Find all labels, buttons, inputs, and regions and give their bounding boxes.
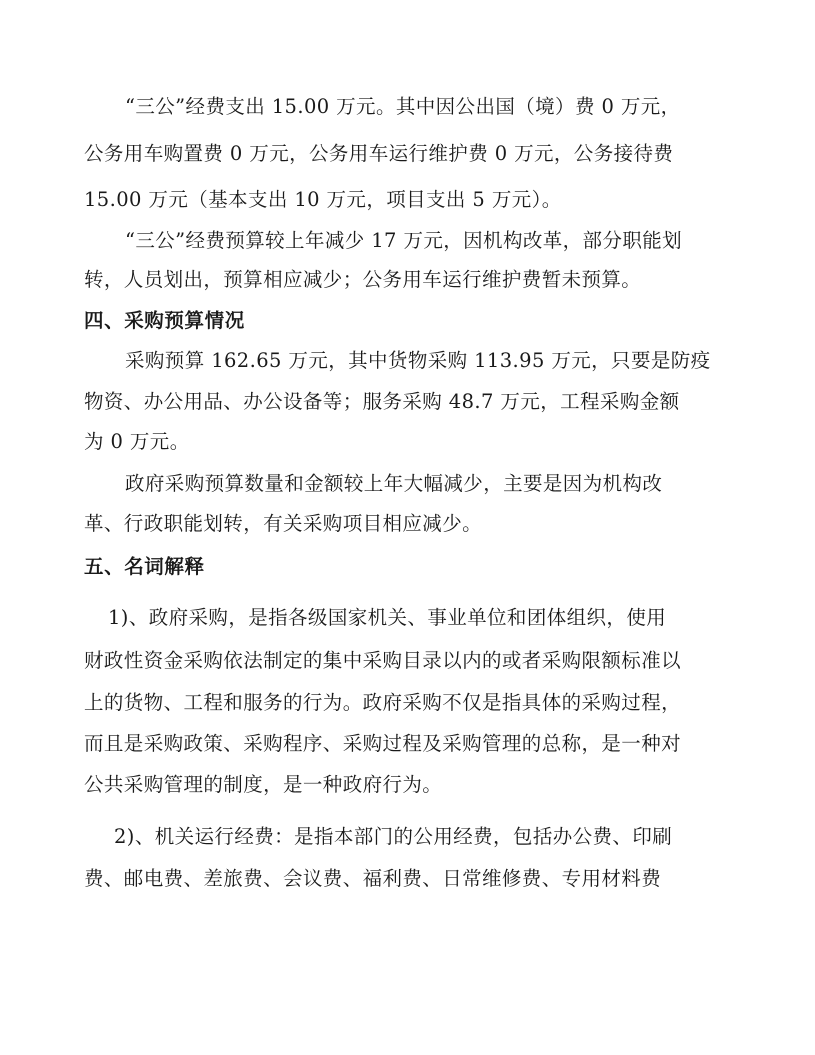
definition-2-line1: 2)、机关运行经费：是指本部门的公用经费，包括办公费、印刷	[114, 825, 673, 848]
definition-1-line3: 上的货物、工程和服务的行为。政府采购不仅是指具体的采购过程，	[84, 691, 682, 714]
sangong-para1-line2: 公务用车购置费 0 万元，公务用车运行维护费 0 万元，公务接待费	[84, 142, 674, 165]
sangong-para1-line3: 15.00 万元（基本支出 10 万元，项目支出 5 万元）。	[84, 188, 562, 211]
definition-1-line1: 1)、政府采购，是指各级国家机关、事业单位和团体组织，使用	[108, 606, 667, 629]
section-4-para2-line1: 政府采购预算数量和金额较上年大幅减少，主要是因为机构改	[125, 472, 663, 495]
definition-2-line2: 费、邮电费、差旅费、会议费、福利费、日常维修费、专用材料费	[84, 867, 662, 890]
definition-1-line4: 而且是采购政策、采购程序、采购过程及采购管理的总称，是一种对	[84, 732, 682, 755]
definition-1-line5: 公共采购管理的制度，是一种政府行为。	[84, 773, 443, 796]
section-4-para2-line2: 革、行政职能划转，有关采购项目相应减少。	[84, 512, 483, 535]
section-4-heading: 四、采购预算情况	[84, 309, 245, 332]
definition-1-line2: 财政性资金采购依法制定的集中采购目录以内的或者采购限额标准以	[84, 649, 682, 672]
sangong-para1-line1: “三公”经费支出 15.00 万元。其中因公出国（境）费 0 万元，	[125, 95, 681, 118]
section-4-para1-line1: 采购预算 162.65 万元，其中货物采购 113.95 万元，只要是防疫	[125, 349, 711, 372]
section-4-para1-line2: 物资、办公用品、办公设备等；服务采购 48.7 万元，工程采购金额	[84, 390, 680, 413]
sangong-para2-line2: 转，人员划出，预算相应减少；公务用车运行维护费暂未预算。	[84, 268, 642, 291]
section-4-para1-line3: 为 0 万元。	[84, 430, 190, 453]
section-5-heading: 五、名词解释	[84, 555, 205, 578]
sangong-para2-line1: “三公”经费预算较上年减少 17 万元，因机构改革，部分职能划	[125, 229, 683, 252]
